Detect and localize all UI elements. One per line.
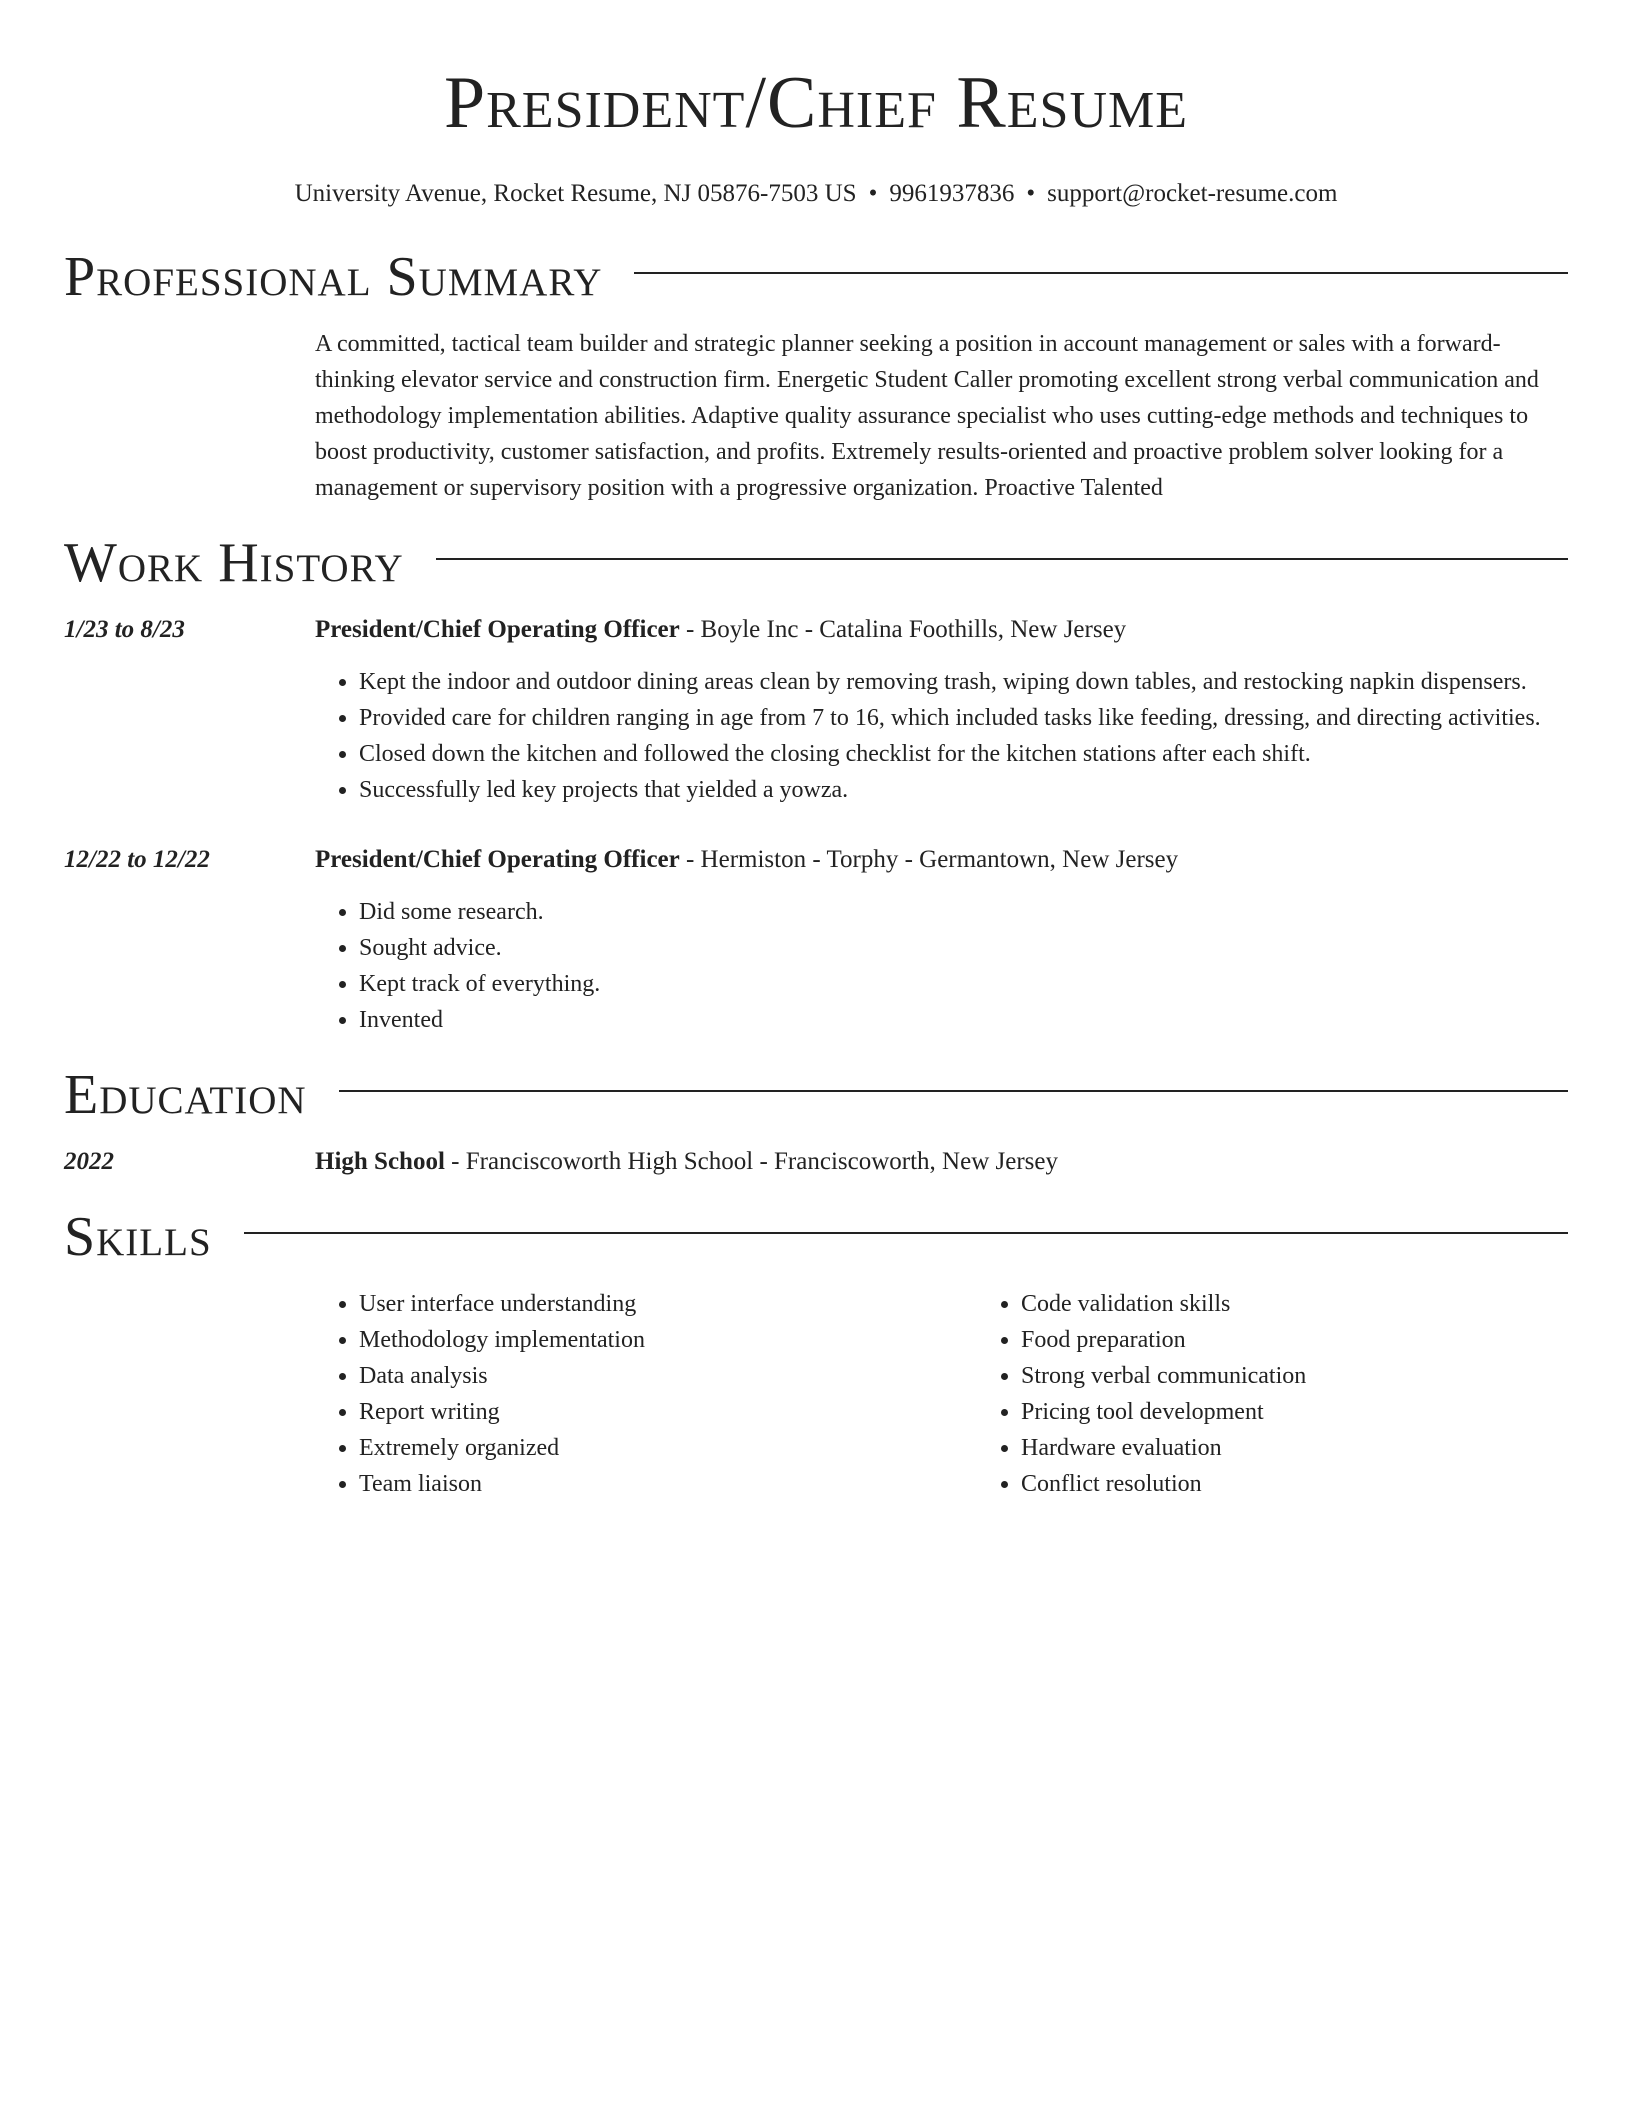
work-section-title: Work History [64,532,404,594]
summary-spacer [64,326,315,506]
skill-item: • Methodology implementation [359,1322,977,1358]
education-details: - Franciscoworth High School - Franciscoworth, New Jersey [444,1148,1058,1175]
job-bullet: • Invented [359,1002,1568,1038]
job-bullets [315,894,1568,1038]
summary-section-header [64,242,1568,312]
section-divider [339,1090,1568,1092]
job-body [315,842,1568,1038]
job-dates: 12/22 to 12/22 [64,846,210,873]
skill-item: • Pricing tool development [1021,1394,1632,1430]
contact-line [64,178,1568,210]
skill-item: • Report writing [359,1394,977,1430]
job-position: President/Chief Operating Officer [315,616,680,643]
job-entry [64,612,1568,808]
job-heading [315,842,1568,878]
job-entry [64,842,1568,1038]
contact-separator: • [1026,180,1036,207]
work-section-header [64,528,1568,598]
skills-row [64,1286,1568,1502]
job-bullet: • Sought advice. [359,930,1568,966]
contact-separator: • [868,180,878,207]
contact-email: support@rocket-resume.com [1047,180,1338,207]
education-entry [64,1144,1568,1180]
skills-section-header [64,1202,1568,1272]
job-heading [315,612,1568,648]
resume-name: President/Chief Resume [443,62,1189,144]
job-body [315,612,1568,808]
education-year: 2022 [64,1148,114,1175]
skills-section-title: Skills [64,1206,212,1268]
summary-text: A committed, tactical team builder and strategic planner seeking a position in account management or sales with a forward-thinking elevator service and construction firm. Energetic Student Caller promoting excellent strong verbal communication and methodology implementation abilities. Adaptive quality assurance specialist who uses cutting-edge methods and techniques to boost productivity, customer satisfaction, and profits. Extremely results-oriented and proactive problem solver looking for a management or supervisory position with a progressive organization. Proactive Talented [315,331,1539,501]
job-bullet: • Provided care for children ranging in age from 7 to 16, which included tasks like feeding, dressing, and directing activities. [359,700,1568,736]
summary-section-title: Professional Summary [64,246,603,308]
contact-address: University Avenue, Rocket Resume, NJ 05876-7503 US [294,180,857,207]
skills-spacer [64,1286,315,1502]
skill-item: • User interface understanding [359,1286,977,1322]
skill-item: • Extremely organized [359,1430,977,1466]
skill-item: • Strong verbal communication [1021,1358,1632,1394]
contact-phone: 9961937836 [889,180,1015,207]
resume-page [64,0,1568,1502]
skill-item: • Food preparation [1021,1322,1632,1358]
job-bullet: • Did some research. [359,894,1568,930]
skill-item: • Data analysis [359,1358,977,1394]
education-degree: High School [315,1148,445,1175]
skill-item: • Hardware evaluation [1021,1430,1632,1466]
education-section-header [64,1060,1568,1130]
section-divider [436,558,1568,560]
education-body [315,1144,1568,1180]
skill-item: • Team liaison [359,1466,977,1502]
job-bullet: • Successfully led key projects that yielded a yowza. [359,772,1568,808]
skills-list-left [315,1286,977,1502]
job-dates: 1/23 to 8/23 [64,616,185,643]
job-bullet: • Closed down the kitchen and followed the closing checklist for the kitchen stations after each shift. [359,736,1568,772]
summary-row [64,326,1568,506]
education-section-title: Education [64,1064,307,1126]
section-divider [634,272,1568,274]
skills-list-right [977,1286,1632,1502]
job-details: - Hermiston - Torphy - Germantown, New Jersey [679,846,1179,873]
job-details: - Boyle Inc - Catalina Foothills, New Jersey [679,616,1127,643]
section-divider [244,1232,1568,1234]
job-bullet: • Kept track of everything. [359,966,1568,1002]
job-bullet: • Kept the indoor and outdoor dining areas clean by removing trash, wiping down tables, and restocking napkin dispensers. [359,664,1568,700]
education-heading [315,1144,1568,1180]
skill-item: • Code validation skills [1021,1286,1632,1322]
skills-grid [315,1286,1632,1502]
job-bullets [315,664,1568,808]
skill-item: • Conflict resolution [1021,1466,1632,1502]
job-position: President/Chief Operating Officer [315,846,680,873]
